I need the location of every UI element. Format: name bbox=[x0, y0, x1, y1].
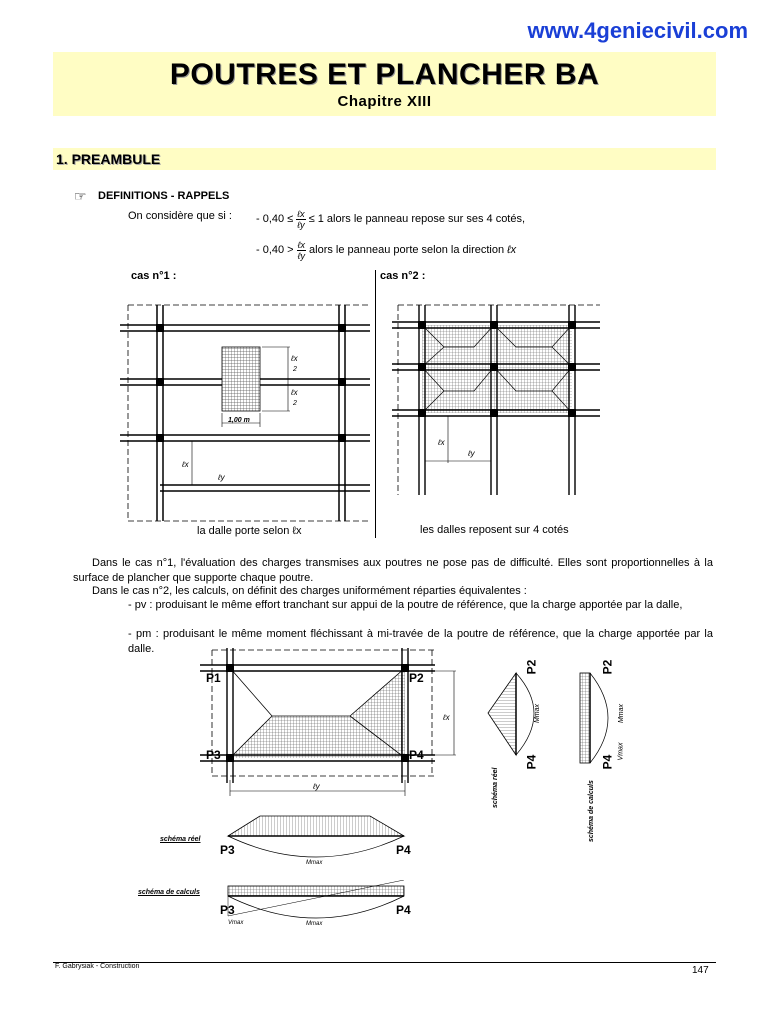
section-heading: 1. PREAMBULE bbox=[53, 148, 716, 170]
case1-label: cas n°1 : bbox=[131, 270, 177, 282]
calc-schema-vertical-label: schéma de calculs bbox=[588, 780, 595, 842]
item-pv: - pv : produisant le même effort tranchant sur appui de la poutre de référence, que la charge apportée par la dalle, bbox=[128, 599, 683, 611]
paragraph-case1: Dans le cas n°1, l'évaluation des charges transmises aux poutres ne pose pas de difficulté. Elles sont proportionnelles à la surface de plancher que supporte chaque poutre. bbox=[73, 557, 713, 584]
footer-divider bbox=[53, 962, 716, 963]
definitions-title: DEFINITIONS - RAPPELS bbox=[98, 190, 230, 202]
dim-one-meter: 1,00 m bbox=[228, 417, 250, 424]
reel-p3: P3 bbox=[220, 843, 235, 857]
hand-pointer-icon: ☞ bbox=[74, 188, 87, 204]
lx-half-top: ℓx bbox=[291, 354, 298, 363]
case1-caption: la dalle porte selon ℓx bbox=[197, 525, 302, 537]
condition-1 bbox=[256, 205, 525, 233]
reel-mmax: Mmax bbox=[306, 860, 323, 866]
label-p3: P3 bbox=[206, 748, 221, 762]
real-p4: P4 bbox=[524, 754, 539, 770]
case1-lx: ℓx bbox=[182, 460, 189, 469]
calc-vmax-bottom: Vmax bbox=[228, 920, 244, 926]
two-top: 2 bbox=[293, 366, 297, 373]
two-bottom: 2 bbox=[293, 400, 297, 407]
case-divider bbox=[375, 270, 376, 538]
calc-mmax-bottom: Mmax bbox=[306, 921, 323, 927]
calc-p4-bottom: P4 bbox=[396, 903, 411, 917]
condition-2 bbox=[256, 236, 516, 264]
panel-lx: ℓx bbox=[443, 713, 450, 722]
site-url-link[interactable]: www.4geniecivil.com bbox=[527, 18, 748, 43]
cond2-prefix: - 0,40 > bbox=[256, 244, 294, 256]
intro-text: On considère que si : bbox=[128, 210, 232, 222]
case2-ly: ℓy bbox=[468, 449, 475, 458]
panel-ly: ℓy bbox=[313, 782, 320, 791]
real-schema-vertical-label: schéma réel bbox=[492, 767, 499, 808]
real-mmax: Mmax bbox=[534, 703, 542, 724]
page-number: 147 bbox=[692, 965, 709, 976]
label-p2: P2 bbox=[409, 671, 424, 685]
case2-caption: les dalles reposent sur 4 cotés bbox=[420, 524, 569, 536]
cond1-suffix: ≤ 1 alors le panneau repose sur ses 4 cotés, bbox=[308, 213, 526, 225]
item-pm: - pm : produisant le même moment fléchissant à mi-travée de la poutre de référence, que la charge apportée par la dalle. bbox=[128, 628, 713, 655]
chapter-subtitle: Chapitre XIII bbox=[337, 93, 432, 110]
case2-lx: ℓx bbox=[438, 438, 445, 447]
footer-author: F. Gabrysiak - Construction bbox=[55, 963, 140, 970]
case1-ly: ℓy bbox=[218, 473, 225, 482]
loaded-strip bbox=[222, 347, 260, 411]
cond2-suffix: alors le panneau porte selon la direction bbox=[309, 244, 505, 256]
label-p1: P1 bbox=[206, 671, 221, 685]
case1-floor-plan bbox=[120, 285, 370, 525]
label-p4: P4 bbox=[409, 748, 424, 762]
paragraph-case2: Dans le cas n°2, les calculs, on définit des charges uniformément réparties équivalentes : bbox=[92, 585, 527, 597]
cond2-direction: ℓx bbox=[507, 244, 517, 256]
case2-label: cas n°2 : bbox=[380, 270, 426, 282]
real-load-diagram bbox=[482, 655, 552, 775]
page-title: POUTRES ET PLANCHER BA bbox=[169, 58, 600, 91]
calc-p4: P4 bbox=[600, 754, 615, 770]
schema-calcul-label: schéma de calculs bbox=[138, 889, 200, 896]
reel-p4: P4 bbox=[396, 843, 411, 857]
title-banner bbox=[53, 52, 716, 116]
case2-floor-plan bbox=[392, 295, 600, 495]
calc-vmax: Vmax bbox=[617, 742, 625, 761]
lx-half-bottom: ℓx bbox=[291, 388, 298, 397]
cond1-prefix: - 0,40 ≤ bbox=[256, 213, 294, 225]
calc-mmax: Mmax bbox=[618, 703, 626, 724]
ratio-fraction-2: $\frac{\text{ℓx}}{\text{ℓy}}$ bbox=[297, 239, 306, 261]
calc-p3: P3 bbox=[220, 903, 235, 917]
real-p2: P2 bbox=[524, 659, 539, 675]
panel-load-diagram bbox=[200, 648, 470, 798]
calc-p2: P2 bbox=[600, 659, 615, 675]
schema-reel-label: schéma réel bbox=[160, 836, 201, 843]
ratio-fraction-1: $\frac{\text{ℓx}}{\text{ℓy}}$ bbox=[297, 208, 305, 230]
